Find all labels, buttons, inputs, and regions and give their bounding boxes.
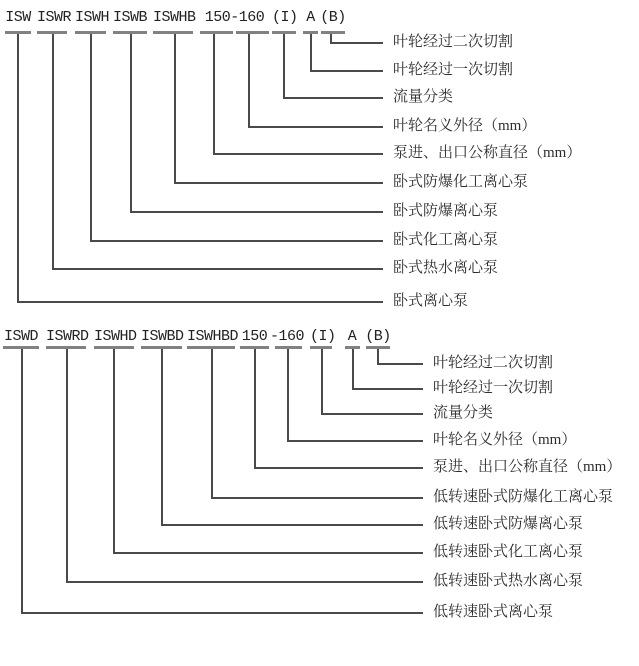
connector-vertical-line	[21, 349, 23, 614]
connector-horizontal-line	[352, 388, 423, 390]
code-meaning-label: 流量分类	[433, 405, 494, 421]
code-meaning-label: 低转速卧式热水离心泵	[433, 573, 584, 589]
model-code-token-iswd: ISWD	[3, 328, 38, 345]
model-code-token-150-160: 150-160	[204, 9, 265, 26]
code-meaning-label: 低转速卧式离心泵	[433, 604, 554, 620]
connector-horizontal-line	[321, 413, 423, 415]
code-meaning-label: 泵进、出口公称直径（mm）	[393, 145, 582, 161]
code-meaning-label: 叶轮名义外径（mm）	[393, 118, 537, 134]
model-code-token-iswhbd: ISWHBD	[187, 328, 239, 345]
model-code-token-iswrd: ISWRD	[46, 328, 89, 345]
connector-horizontal-line	[211, 497, 423, 499]
connector-horizontal-line	[113, 552, 423, 554]
code-meaning-label: 叶轮名义外径（mm）	[433, 432, 577, 448]
connector-horizontal-line	[287, 440, 423, 442]
model-code-token-a: A	[306, 9, 315, 26]
model-code-token-i: (I)	[272, 9, 298, 26]
model-code-token-iswr: ISWR	[37, 9, 72, 26]
connector-vertical-line	[321, 349, 323, 415]
model-code-token-isw: ISW	[5, 9, 31, 26]
code-meaning-label: 叶轮经过一次切割	[393, 62, 514, 78]
connector-vertical-line	[66, 349, 68, 583]
connector-vertical-line	[287, 349, 289, 442]
code-meaning-label: 流量分类	[393, 89, 454, 105]
code-meaning-label: 卧式防爆化工离心泵	[393, 174, 529, 190]
connector-horizontal-line	[254, 467, 423, 469]
model-code-token-iswhb: ISWHB	[153, 9, 196, 26]
model-code-token-iswh: ISWH	[75, 9, 110, 26]
code-meaning-label: 泵进、出口公称直径（mm）	[433, 459, 622, 475]
model-code-token-a: A	[347, 328, 357, 345]
code-meaning-label: 叶轮经过一次切割	[433, 380, 554, 396]
model-code-token-150: 150	[241, 328, 268, 345]
connector-horizontal-line	[66, 581, 423, 583]
model-code-token-160: -160	[270, 328, 305, 345]
code-meaning-label: 低转速卧式防爆化工离心泵	[433, 489, 614, 505]
connector-horizontal-line	[161, 524, 423, 526]
code-meaning-label: 低转速卧式防爆离心泵	[433, 516, 584, 532]
model-code-token-i: (I)	[310, 328, 336, 345]
model-code-token-b: (B)	[320, 9, 346, 26]
connector-vertical-line	[352, 349, 354, 390]
model-code-token-iswhd: ISWHD	[94, 328, 137, 345]
model-code-token-iswbd: ISWBD	[141, 328, 184, 345]
code-meaning-label: 低转速卧式化工离心泵	[433, 544, 584, 560]
connector-horizontal-line	[21, 612, 423, 614]
code-meaning-label: 卧式化工离心泵	[393, 232, 499, 248]
connector-horizontal-line	[377, 363, 423, 365]
connector-vertical-line	[161, 349, 163, 526]
code-meaning-label: 卧式防爆离心泵	[393, 203, 499, 219]
code-meaning-label: 叶轮经过二次切割	[433, 355, 554, 371]
model-code-token-iswb: ISWB	[113, 9, 148, 26]
code-meaning-label: 卧式热水离心泵	[393, 260, 499, 276]
code-meaning-label: 叶轮经过二次切割	[393, 34, 514, 50]
connector-vertical-line	[113, 349, 115, 554]
connector-vertical-line	[211, 349, 213, 499]
model-code-token-b: (B)	[365, 328, 391, 345]
connector-vertical-line	[254, 349, 256, 469]
code-meaning-label: 卧式离心泵	[393, 293, 469, 309]
